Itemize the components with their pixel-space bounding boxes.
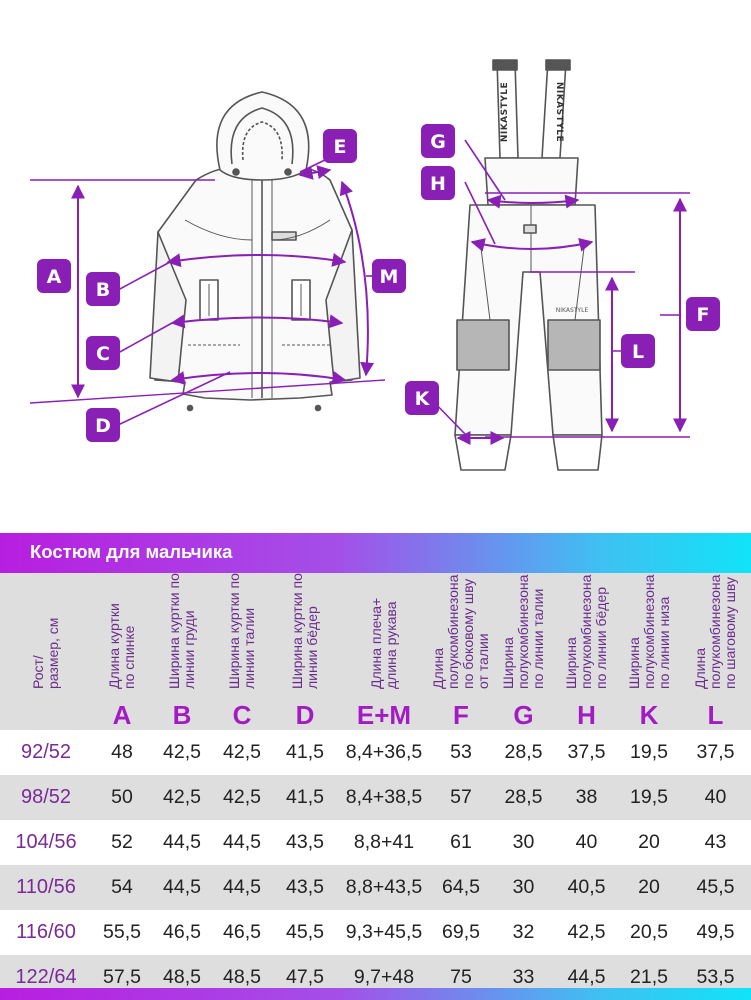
header-col-b (152, 573, 212, 693)
value-cell: 20,5 (630, 921, 668, 943)
size-cell: 122/64 (15, 966, 77, 988)
value-cell: 40 (704, 786, 727, 808)
marker-B (86, 272, 120, 306)
header-col-a-letter: A (112, 700, 132, 730)
header-col-f (430, 573, 492, 693)
value-cell: 30 (512, 876, 535, 898)
table-row (0, 820, 751, 865)
title-banner (0, 533, 751, 573)
header-col-h-letter: H (577, 700, 596, 730)
header-col-c (212, 573, 272, 693)
strap-logo-right: NIKASTYLE (554, 81, 564, 143)
header-col-h-label: Ширина полукомбинезона по линии бёдер (563, 574, 609, 689)
value-cell: 44,5 (163, 876, 201, 898)
svg-text:A: A (46, 266, 62, 288)
value-cell: 57,5 (103, 966, 141, 988)
header-col-l-letter: L (707, 700, 724, 730)
value-cell: 57 (450, 786, 472, 808)
size-cell: 92/52 (20, 741, 72, 763)
header-col-k-letter: K (639, 700, 659, 730)
svg-text:F: F (696, 304, 710, 326)
trousers-illustration (455, 60, 602, 470)
value-cell: 61 (450, 831, 472, 853)
value-cell: 54 (111, 876, 133, 898)
strap-logo-left: NIKASTYLE (500, 81, 510, 143)
value-cell: 20 (638, 831, 660, 853)
marker-A (37, 259, 71, 293)
value-cell: 44,5 (223, 876, 261, 898)
value-cell: 32 (512, 921, 535, 943)
header-col-d (272, 573, 338, 693)
value-cell: 50 (111, 786, 133, 808)
svg-text:M: M (379, 266, 399, 288)
header-col-l-label: Длина полукомбинезона по шаговому шву (692, 574, 738, 689)
value-cell: 44,5 (163, 831, 201, 853)
header-size (0, 573, 92, 693)
value-cell: 47,5 (286, 966, 324, 988)
value-cell: 69,5 (442, 921, 480, 943)
marker-H (421, 166, 455, 200)
value-cell: 48,5 (223, 966, 261, 988)
header-col-h (555, 573, 618, 693)
svg-text:L: L (631, 341, 645, 363)
header-col-g (492, 573, 555, 693)
table-row (0, 865, 751, 910)
value-cell: 75 (450, 966, 472, 988)
value-cell: 28,5 (504, 741, 543, 763)
value-cell: 48 (111, 741, 133, 763)
svg-text:H: H (430, 173, 446, 195)
value-cell: 42,5 (223, 786, 261, 808)
value-cell: 49,5 (696, 921, 735, 943)
bottom-gradient-bar (0, 988, 751, 1000)
value-cell: 9,7+48 (353, 966, 415, 988)
value-cell: 53,5 (696, 966, 735, 988)
header-col-d-letter: D (295, 700, 315, 730)
value-cell: 33 (512, 966, 535, 988)
size-cell: 116/60 (16, 921, 76, 943)
svg-text:C: C (96, 343, 110, 365)
value-cell: 45,5 (696, 876, 735, 898)
value-cell: 41,5 (286, 741, 324, 763)
value-cell: 52 (111, 831, 133, 853)
value-cell: 41,5 (286, 786, 324, 808)
header-col-f-letter: F (453, 700, 469, 730)
value-cell: 46,5 (163, 921, 201, 943)
header-col-c-letter: C (232, 700, 252, 730)
size-cell: 98/52 (20, 786, 72, 808)
value-cell: 20 (638, 876, 660, 898)
value-cell: 43,5 (286, 831, 324, 853)
svg-text:D: D (95, 415, 111, 437)
table-row (0, 775, 751, 820)
trouser-logo: NIKASTYLE (555, 307, 589, 314)
page-title: Костюм для мальчика (30, 541, 233, 562)
value-cell: 44,5 (567, 966, 606, 988)
value-cell: 8,4+36,5 (345, 741, 423, 763)
value-cell: 21,5 (630, 966, 668, 988)
value-cell: 37,5 (696, 741, 735, 763)
value-cell: 55,5 (103, 921, 141, 943)
svg-text:E: E (333, 136, 347, 158)
value-cell: 8,8+41 (353, 831, 415, 853)
marker-G (421, 124, 455, 158)
value-cell: 43,5 (286, 876, 324, 898)
value-cell: 8,4+38,5 (345, 786, 423, 808)
marker-M (372, 259, 406, 293)
value-cell: 40 (575, 831, 598, 853)
header-col-b-letter: B (172, 700, 192, 730)
header-size-label: Рост/ размер, см (30, 617, 61, 689)
value-cell: 19,5 (630, 741, 668, 763)
value-cell: 42,5 (163, 741, 201, 763)
value-cell: 30 (512, 831, 535, 853)
value-cell: 19,5 (630, 786, 668, 808)
header-col-em (338, 573, 430, 693)
size-cell: 110/56 (16, 876, 76, 898)
marker-D (86, 408, 120, 442)
header-col-f-label: Длина полукомбинезона по боковому шву от талии (430, 574, 491, 689)
svg-text:K: K (414, 388, 430, 410)
header-col-d-label: Ширина куртки по линии бёдер (289, 573, 320, 689)
size-table (0, 573, 751, 1000)
header-col-a (92, 573, 152, 693)
header-col-em-label: Длина плеча+ длина рукава (368, 597, 399, 689)
svg-text:G: G (430, 131, 446, 153)
value-cell: 40,5 (567, 876, 606, 898)
header-col-c-label: Ширина куртки по линии талии (226, 573, 257, 689)
table-row (0, 910, 751, 955)
table-row (0, 730, 751, 775)
value-cell: 43 (704, 831, 727, 853)
header-col-g-letter: G (513, 700, 534, 730)
value-cell: 45,5 (286, 921, 324, 943)
header-col-em-letter: E+M (356, 700, 412, 730)
header-col-g-label: Ширина полукомбинезона по линии талии (500, 574, 546, 689)
marker-K (405, 381, 439, 415)
marker-F (686, 297, 720, 331)
value-cell: 8,8+43,5 (345, 876, 423, 898)
value-cell: 37,5 (567, 741, 606, 763)
header-col-b-label: Ширина куртки по линии груди (166, 573, 197, 689)
marker-L (621, 334, 655, 368)
value-cell: 46,5 (223, 921, 261, 943)
value-cell: 42,5 (163, 786, 201, 808)
value-cell: 48,5 (163, 966, 201, 988)
marker-E (323, 129, 357, 163)
header-col-l (680, 573, 751, 693)
value-cell: 42,5 (223, 741, 261, 763)
header-col-k (618, 573, 680, 693)
marker-C (86, 336, 120, 370)
value-cell: 28,5 (504, 786, 543, 808)
table-header (0, 573, 751, 730)
header-col-k-label: Ширина полукомбинезона по линии низа (625, 574, 672, 689)
value-cell: 64,5 (442, 876, 480, 898)
value-cell: 9,3+45,5 (345, 921, 423, 943)
value-cell: 38 (575, 786, 598, 808)
size-cell: 104/56 (15, 831, 77, 853)
value-cell: 44,5 (223, 831, 261, 853)
header-col-a-label: Длина куртки по спинке (106, 603, 137, 689)
value-cell: 42,5 (567, 921, 606, 943)
value-cell: 53 (450, 741, 472, 763)
svg-text:B: B (95, 279, 111, 301)
